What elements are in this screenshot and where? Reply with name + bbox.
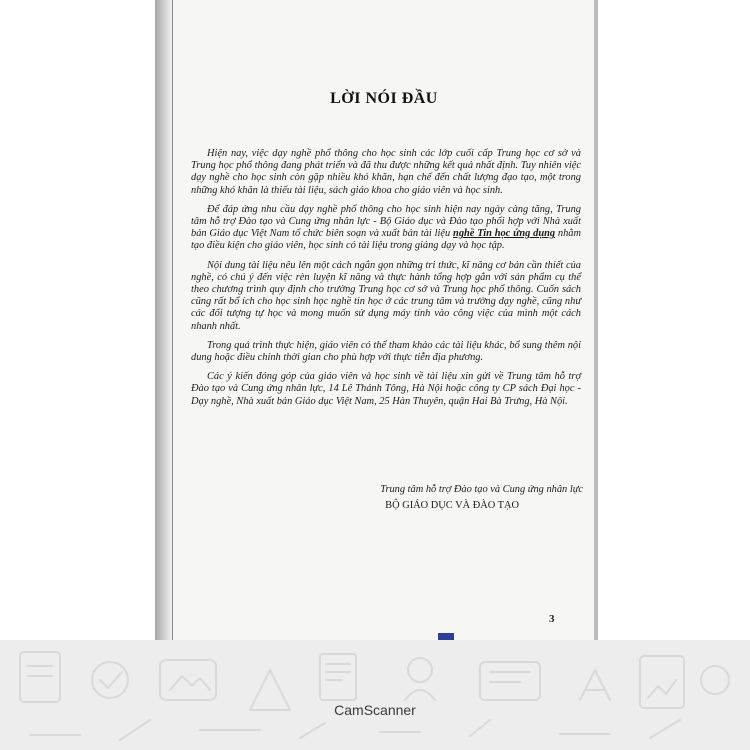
- camscanner-watermark: CamScanner: [334, 702, 416, 718]
- paragraph-2: [191, 204, 581, 253]
- signature-organization: Trung tâm hỗ trợ Đào tạo và Cung ứng nhân lực: [380, 484, 583, 495]
- paragraph-2-end: nhằm tạo điều kiện cho giáo viên, học sinh có tài liệu trong giảng dạy và học tập.: [191, 228, 581, 252]
- scanner-watermark-bar: [0, 640, 750, 750]
- signature-block: [323, 482, 583, 514]
- book-title-highlight: nghề Tin học ứng dụng: [453, 228, 556, 240]
- page-number: 3: [549, 613, 555, 625]
- cover-edge-mark: [438, 633, 454, 640]
- paragraph-4: Trong quá trình thực hiện, giáo viên có thể tham khảo các tài liệu khác, bổ sung thêm nội dung hoặc điều chỉnh thời gian cho phù hợp với thực tiễn địa phương.: [191, 339, 581, 364]
- paragraph-5: Các ý kiến đóng góp của giáo viên và học sinh về tài liệu xin gửi về Trung tâm hỗ trợ Đào tạo và Cung ứng nhân lực, 14 Lê Thánh Tông, Hà Nội hoặc công ty CP sách Đại học - Dạy nghề, Nhà xuất bản Giáo dục Việt Nam, 25 Hàn Thuyên, quận Hai Bà Trưng, Hà Nội.: [191, 371, 581, 407]
- preface-body: [191, 148, 581, 415]
- paragraph-1: Hiện nay, việc dạy nghề phổ thông cho học sinh các lớp cuối cấp Trung học cơ sở và Trung học phổ thông đang phát triển và đã thu được những kết quả nhất định. Tuy nhiên việc dạy nghề cho học sinh còn gặp nhiều khó khăn, hạn chế đến chất lượng đạo tạo, một trong những khó khăn là thiếu tài liệu, sách giáo khoa cho giáo viên và học sinh.: [191, 148, 581, 196]
- doodle-pattern-icon: [0, 640, 750, 750]
- paragraph-3: Nội dung tài liệu nêu lên một cách ngắn gọn những tri thức, kĩ năng cơ bản cần thiết của nghề, có chú ý đến việc rèn luyện kĩ năng và thực hành tổng hợp gắn với sản phẩm cụ thể theo chương trình quy định cho trường Trung học cơ sở và Trung học phổ thông. Cuốn sách cũng rất bổ ích cho học sinh học nghề tin học ở các trung tâm và trường dạy nghề, cũng như các đối tượng tự học và mong muốn sử dụng máy tính vào công việc của mình một cách nhanh nhất.: [191, 259, 581, 332]
- page-title: LỜI NÓI ĐẦU: [330, 90, 438, 107]
- page-right-edge: [594, 0, 598, 640]
- document-page: [172, 0, 595, 640]
- page-edge-shadow: [155, 0, 173, 640]
- signature-ministry: BỘ GIÁO DỤC VÀ ĐÀO TẠO: [385, 500, 519, 511]
- paragraph-2-intro: Để đáp ứng nhu cầu dạy nghề phổ thông cho học sinh hiện nay ngày càng tăng, Trung tâm hỗ trợ Đào tạo và Cung ứng nhân lực - Bộ Giáo dục và Đào tạo phối hợp với Nhà xuất bản Giáo dục Việt Nam tổ chức biên soạn và xuất bản tài liệu: [191, 203, 581, 240]
